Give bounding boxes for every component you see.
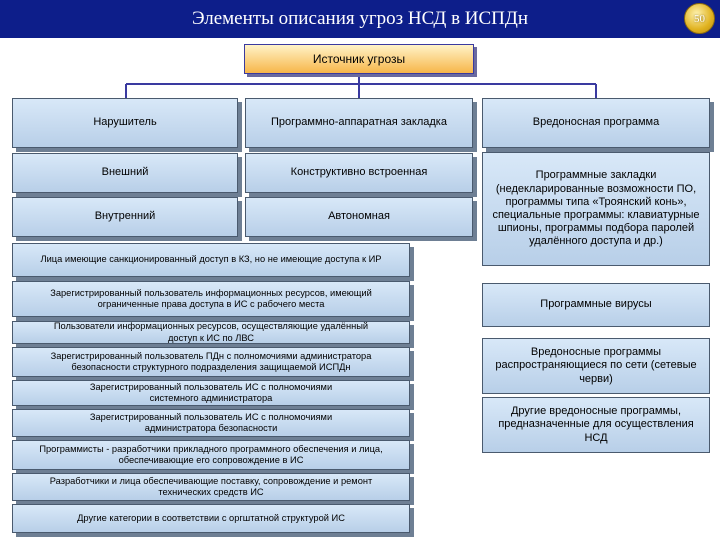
violator-category-item: Зарегистрированный пользователь информационных ресурсов, имеющий ограниченные права доступа в ИС с рабочего места: [12, 281, 410, 317]
page-number-badge: 50: [684, 3, 715, 34]
slide-title: Элементы описания угроз НСД в ИСПДн: [191, 8, 529, 29]
violator-header-box: Нарушитель: [12, 98, 238, 148]
violator-external-box: Внешний: [12, 153, 238, 193]
violator-category-item: Другие категории в соответствии с оргштатной структурой ИС: [12, 504, 410, 533]
violator-category-item: Зарегистрированный пользователь ИС с полномочиями администратора безопасности: [12, 409, 410, 437]
violator-category-item: Зарегистрированный пользователь ИС с полномочиями системного администратора: [12, 380, 410, 406]
software-viruses-box: Программные вирусы: [482, 283, 710, 327]
violator-category-item: Зарегистрированный пользователь ПДн с полномочиями администратора безопасности структурного подразделения защищаемой ИСПДн: [12, 347, 410, 377]
network-worms-box: Вредоносные программы распространяющиеся по сети (сетевые черви): [482, 338, 710, 394]
embedded-bookmark-box: Конструктивно встроенная: [245, 153, 473, 193]
hardware-bookmark-header-box: Программно-аппаратная закладка: [245, 98, 473, 148]
violator-category-item: Лица имеющие санкционированный доступ в КЗ, но не имеющие доступа к ИР: [12, 243, 410, 277]
other-malware-box: Другие вредоносные программы, предназначенные для осуществления НСД: [482, 397, 710, 453]
malware-header-box: Вредоносная программа: [482, 98, 710, 148]
violator-category-item: Разработчики и лица обеспечивающие поставку, сопровождение и ремонт технических средств ИС: [12, 473, 410, 501]
violator-internal-box: Внутренний: [12, 197, 238, 237]
threat-source-box: Источник угрозы: [244, 44, 474, 74]
violator-category-item: Программисты - разработчики прикладного программного обеспечения и лица, обеспечивающие его сопровождение в ИС: [12, 440, 410, 470]
autonomous-bookmark-box: Автономная: [245, 197, 473, 237]
violator-category-item: Пользователи информационных ресурсов, осуществляющие удалённый доступ к ИС по ЛВС: [12, 321, 410, 344]
software-bookmarks-box: Программные закладки (недекларированные возможности ПО, программы типа «Троянский конь», специальные программы: клавиатурные шпионы, программы подбора паролей удалённого доступа и др.): [482, 152, 710, 266]
